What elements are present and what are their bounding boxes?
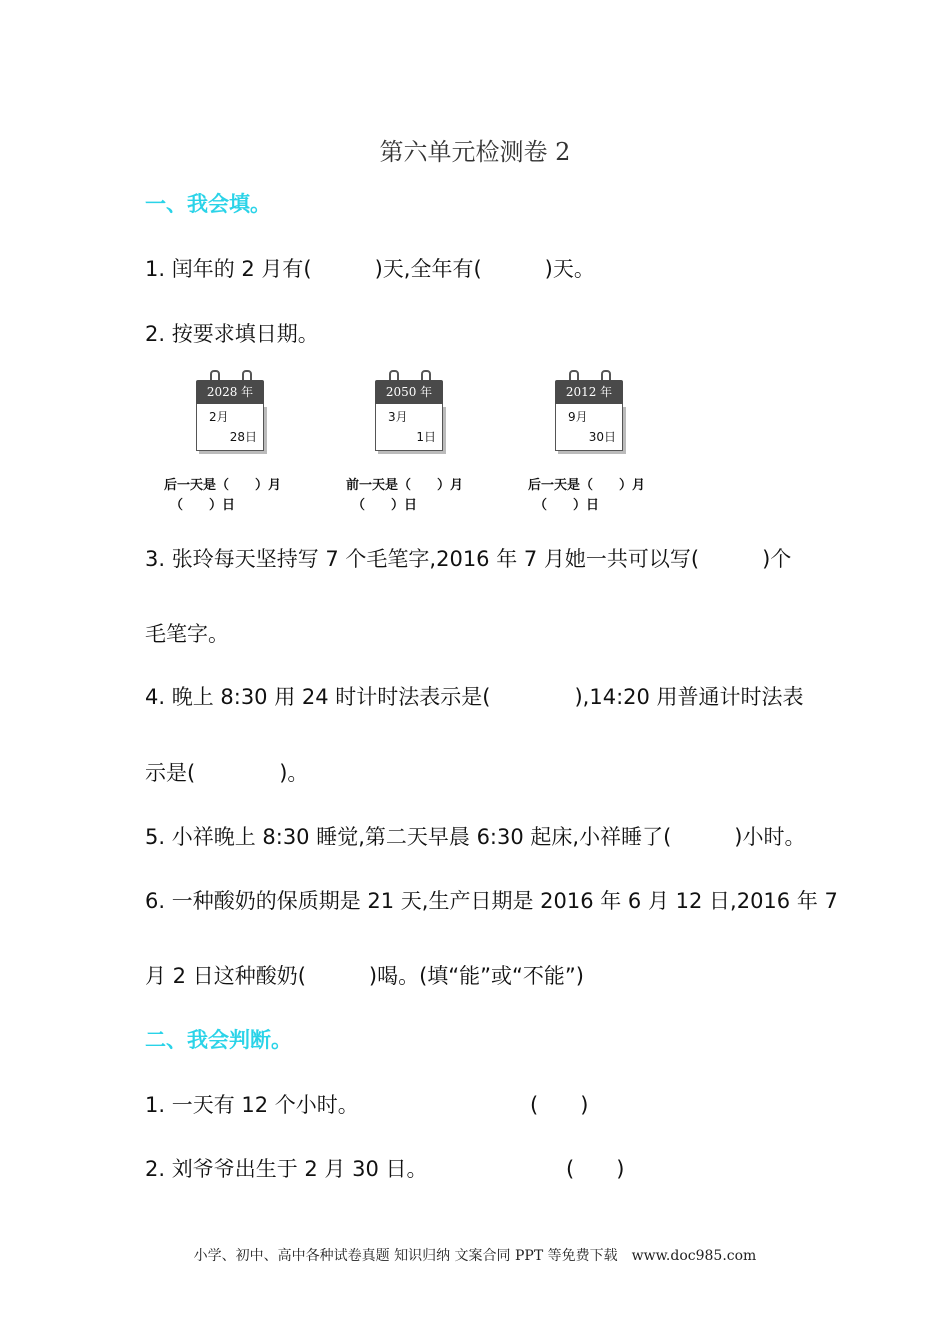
fill-question-6: 6. 一种酸奶的保质期是 21 天,生产日期是 2016 年 6 月 12 日,2016 年 7 (145, 889, 838, 913)
fill-question-4-cont: 示是( )。 (145, 761, 309, 785)
fill-question-3-cont: 毛笔字。 (145, 622, 229, 646)
calendar-year: 2028 年 (196, 380, 264, 404)
calendar-2028 (196, 368, 268, 456)
calendar-page (375, 404, 443, 451)
calendar-caption-line2: （ ）日 (534, 498, 600, 513)
fill-question-6-cont: 月 2 日这种酸奶( )喝。(填“能”或“不能”) (145, 964, 584, 988)
calendar-day: 28日 (229, 430, 257, 444)
calendar-caption-line1: 前一天是（ ）月 (346, 478, 464, 493)
calendar-year: 2012 年 (555, 380, 623, 404)
calendar-month: 2月 (209, 410, 229, 424)
calendar-page (555, 404, 623, 451)
calendar-2012 (555, 368, 627, 456)
fill-question-4: 4. 晚上 8:30 用 24 时计时法表示是( ),14:20 用普通计时法表 (145, 685, 804, 709)
calendar-day: 30日 (588, 430, 616, 444)
calendar-2050 (375, 368, 447, 456)
calendar-caption-line2: （ ）日 (170, 498, 236, 513)
fill-question-1: 1. 闰年的 2 月有( )天,全年有( )天。 (145, 257, 595, 281)
calendar-month: 9月 (568, 410, 588, 424)
calendar-caption-line1: 后一天是（ ）月 (164, 478, 282, 493)
calendar-year: 2050 年 (375, 380, 443, 404)
fill-question-5: 5. 小祥晚上 8:30 睡觉,第二天早晨 6:30 起床,小祥睡了( )小时。 (145, 825, 806, 849)
calendar-day: 1日 (416, 430, 436, 444)
judge-question-1: 1. 一天有 12 个小时。 (145, 1093, 359, 1117)
judge-answer-1: ( ) (530, 1093, 589, 1117)
calendar-caption-line1: 后一天是（ ）月 (528, 478, 646, 493)
section-one-heading: 一、我会填。 (145, 192, 271, 216)
fill-question-2: 2. 按要求填日期。 (145, 322, 319, 346)
page-title: 第六单元检测卷 2 (379, 138, 571, 166)
section-two-heading: 二、我会判断。 (145, 1028, 292, 1052)
calendar-month: 3月 (388, 410, 408, 424)
calendar-caption-line2: （ ）日 (352, 498, 418, 513)
fill-question-3: 3. 张玲每天坚持写 7 个毛笔字,2016 年 7 月她一共可以写( )个 (145, 547, 792, 571)
page-footer: 小学、初中、高中各种试卷真题 知识归纳 文案合同 PPT 等免费下载 www.doc985.com (193, 1248, 757, 1264)
judge-answer-2: ( ) (566, 1157, 625, 1181)
calendar-page (196, 404, 264, 451)
judge-question-2: 2. 刘爷爷出生于 2 月 30 日。 (145, 1157, 428, 1181)
